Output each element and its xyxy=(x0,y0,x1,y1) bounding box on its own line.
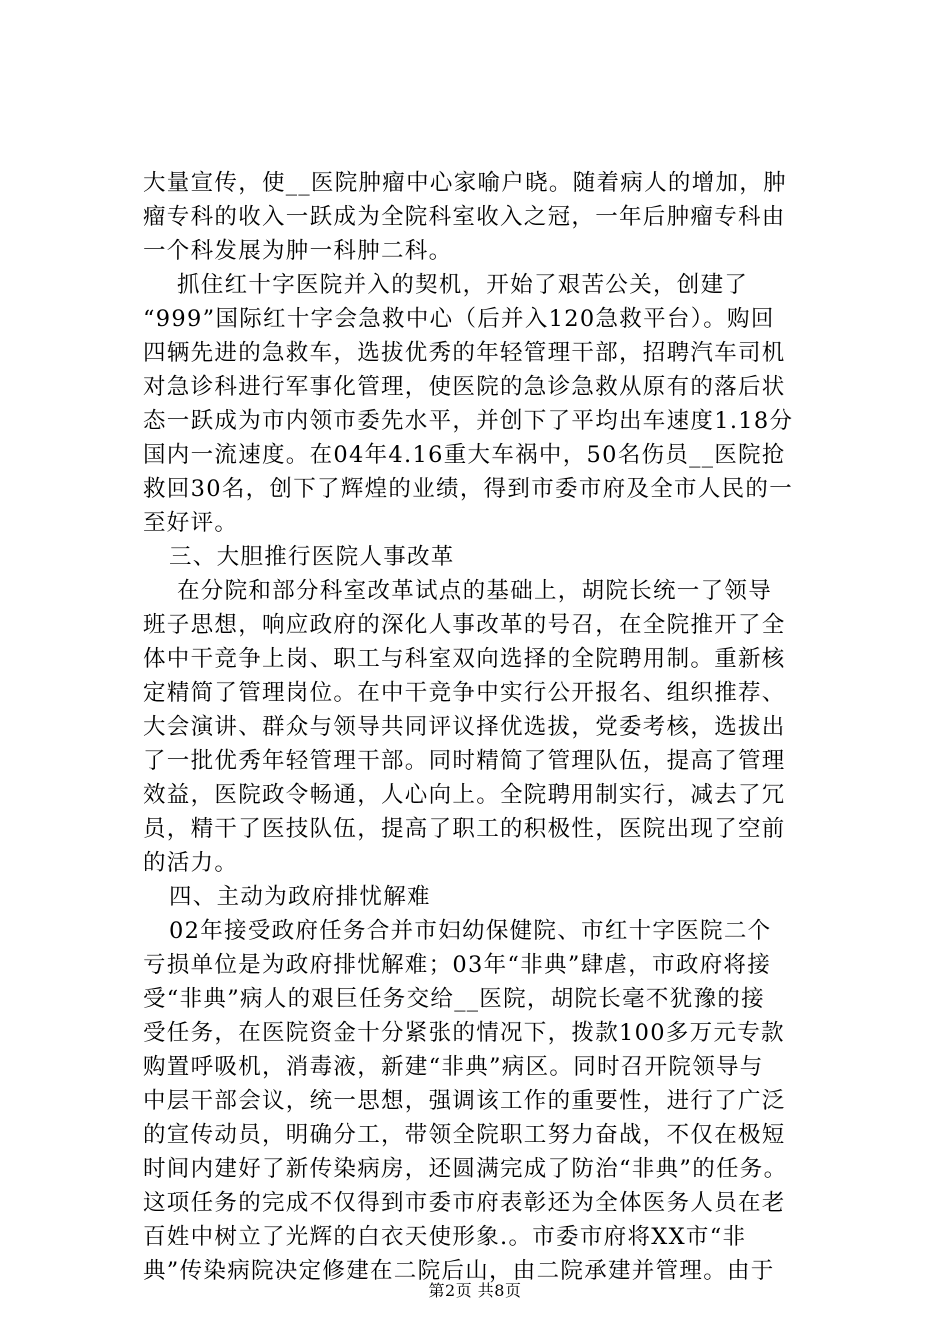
text-line: 员，精干了医技队伍，提高了职工的积极性，医院出现了空前 xyxy=(143,816,786,842)
text-line: 效益，医院政令畅通，人心向上。全院聘用制实行，减去了冗 xyxy=(143,782,786,808)
section-heading: 四、主动为政府排忧解难 xyxy=(169,884,431,910)
text-line: 态一跃成为市内领市委先水平，并创下了平均出车速度1.18分 xyxy=(143,408,794,434)
text-line: 的宣传动员，明确分工，带领全院职工努力奋战，不仅在极短 xyxy=(143,1122,786,1148)
paragraph-start-line: 抓住红十字医院并入的契机，开始了艰苦公关，创建了 xyxy=(177,272,749,298)
text-line: 典”传染病院决定修建在二院后山，由二院承建并管理。由于 xyxy=(143,1258,775,1284)
text-line: 百姓中树立了光辉的白衣天使形象.。市委市府将XX市“非 xyxy=(143,1224,747,1250)
page-number-footer: 第2页 共8页 xyxy=(428,1281,522,1300)
section-heading: 三、大胆推行医院人事改革 xyxy=(169,544,455,570)
text-line: 的活力。 xyxy=(143,850,239,876)
text-line: 亏损单位是为政府排忧解难；03年“非典”肆虐，市政府将接 xyxy=(143,952,772,978)
text-line: 对急诊科进行军事化管理，使医院的急诊急救从原有的落后状 xyxy=(143,374,786,400)
text-line: 瘤专科的收入一跃成为全院科室收入之冠，一年后肿瘤专科由 xyxy=(143,204,786,230)
text-line: 了一批优秀年轻管理干部。同时精简了管理队伍，提高了管理 xyxy=(143,748,786,774)
text-line: 大量宣传，使__医院肿瘤中心家喻户晓。随着病人的增加，肿 xyxy=(143,170,787,196)
text-line: 救回30名，创下了辉煌的业绩，得到市委市府及全市人民的一 xyxy=(143,476,794,502)
text-line: “999”国际红十字会急救中心（后并入120急救平台）。购回 xyxy=(143,306,775,332)
text-line: 一个科发展为肿一科肿二科。 xyxy=(143,238,453,264)
text-line: 中层干部会议，统一思想，强调该工作的重要性，进行了广泛 xyxy=(143,1088,786,1114)
text-line: 班子思想，响应政府的深化人事改革的号召，在全院推开了全 xyxy=(143,612,786,638)
text-line: 定精简了管理岗位。在中干竞争中实行公开报名、组织推荐、 xyxy=(143,680,786,706)
text-line: 这项任务的完成不仅得到市委市府表彰还为全体医务人员在老 xyxy=(143,1190,786,1216)
text-line: 至好评。 xyxy=(143,510,239,536)
text-line: 大会演讲、群众与领导共同评议择优选拔，党委考核，选拔出 xyxy=(143,714,786,740)
text-line: 四辆先进的急救车，选拔优秀的年轻管理干部，招聘汽车司机 xyxy=(143,340,786,366)
text-line: 时间内建好了新传染病房，还圆满完成了防治“非典”的任务。 xyxy=(143,1156,788,1182)
text-line: 购置呼吸机，消毒液，新建“非典”病区。同时召开院领导与 xyxy=(143,1054,764,1080)
paragraph-start-line: 02年接受政府任务合并市妇幼保健院、市红十字医院二个 xyxy=(169,918,772,944)
text-line: 受任务，在医院资金十分紧张的情况下，拨款100多万元专款 xyxy=(143,1020,785,1046)
text-line: 国内一流速度。在04年4.16重大车祸中，50名伤员__医院抢 xyxy=(143,442,786,468)
text-line: 受“非典”病人的艰巨任务交给__医院，胡院长毫不犹豫的接 xyxy=(143,986,765,1012)
document-body xyxy=(143,166,843,1288)
text-line: 体中干竞争上岗、职工与科室双向选择的全院聘用制。重新核 xyxy=(143,646,786,672)
paragraph-start-line: 在分院和部分科室改革试点的基础上，胡院长统一了领导 xyxy=(177,578,773,604)
